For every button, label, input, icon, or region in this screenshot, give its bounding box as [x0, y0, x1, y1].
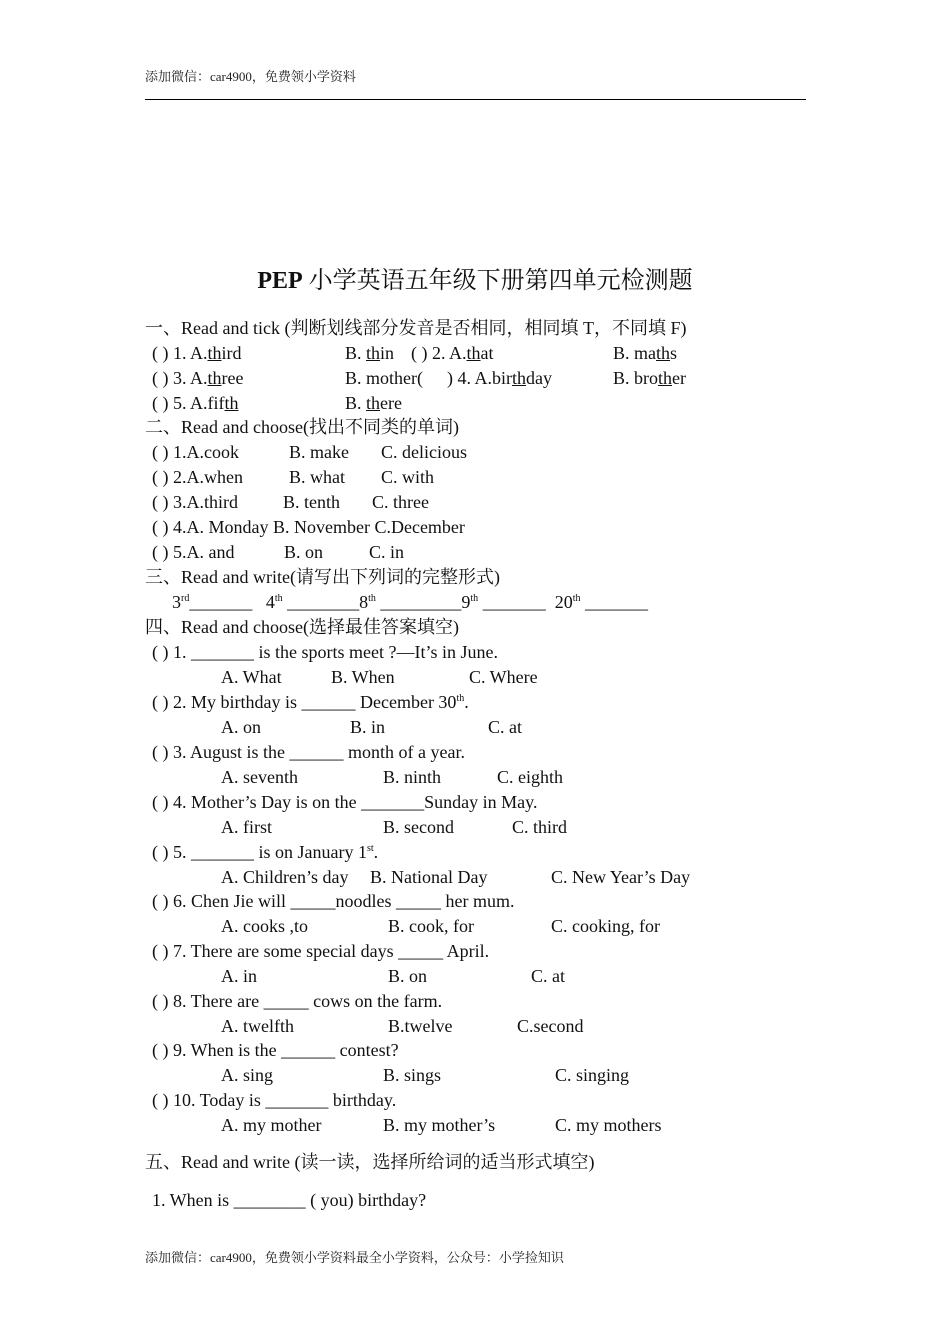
- s2-q5-b: B. on: [284, 542, 324, 562]
- s4-q1: ( ) 1. _______ is the sports meet ?—It’s in June.: [152, 642, 498, 662]
- s2-q2-a: ( ) 2.A.when: [152, 467, 243, 487]
- s4-q2-b: B. in: [350, 717, 386, 737]
- s4-q7-b: B. on: [388, 966, 428, 986]
- s4-q10: ( ) 10. Today is _______ birthday.: [152, 1090, 397, 1110]
- s4-q2-a: A. on: [221, 717, 261, 737]
- s4-q9-c: C. singing: [555, 1065, 630, 1085]
- s1-q5-b: B. there: [345, 393, 403, 413]
- s4-q8-a: A. twelfth: [221, 1016, 294, 1036]
- s4-q4: ( ) 4. Mother’s Day is on the _______Sunday in May.: [152, 792, 538, 812]
- s4-q9-b: B. sings: [383, 1065, 442, 1085]
- s2-q2-b: B. what: [289, 467, 345, 487]
- s2-q3-a: ( ) 3.A.third: [152, 492, 238, 512]
- section-1-heading: 一、Read and tick (判断划线部分发音是否相同，相同填 T，不同填 F): [145, 318, 687, 338]
- page-title: [0, 260, 950, 295]
- s3-item-3: 8th _________: [359, 592, 462, 612]
- s4-q6-c: C. cooking, for: [551, 916, 660, 936]
- s2-q1-a: ( ) 1.A.cook: [152, 442, 239, 462]
- section-2-heading: 二、Read and choose(找出不同类的单词): [145, 417, 459, 437]
- title-bold: PEP: [257, 268, 303, 294]
- title-rest: 小学英语五年级下册第四单元检测题: [302, 268, 693, 294]
- s2-q2-c: C. with: [381, 467, 435, 487]
- s4-q8: ( ) 8. There are _____ cows on the farm.: [152, 991, 443, 1011]
- s4-q10-c: C. my mothers: [555, 1115, 662, 1135]
- s2-q4: ( ) 4.A. Monday B. November C.December: [152, 517, 465, 537]
- section-4-heading: 四、Read and choose(选择最佳答案填空): [145, 617, 459, 637]
- s4-q8-c: C.second: [517, 1016, 584, 1036]
- s4-q9-a: A. sing: [221, 1065, 274, 1085]
- s4-q6-b: B. cook, for: [388, 916, 474, 936]
- s4-q3: ( ) 3. August is the ______ month of a year.: [152, 742, 465, 762]
- s4-q10-b: B. my mother’s: [383, 1115, 496, 1135]
- s4-q6: ( ) 6. Chen Jie will _____noodles _____ her mum.: [152, 891, 515, 911]
- s4-q7: ( ) 7. There are some special days _____ April.: [152, 941, 490, 961]
- header-divider: [145, 99, 806, 100]
- section-3-heading: 三、Read and write(请写出下列词的完整形式): [145, 567, 500, 587]
- s1-q5-a: ( ) 5. A.fifth: [152, 393, 239, 413]
- s4-q5-b: B. National Day: [370, 867, 488, 887]
- s2-q1-c: C. delicious: [381, 442, 467, 462]
- s4-q2: ( ) 2. My birthday is ______ December 30th.: [152, 692, 469, 712]
- s1-q2-b: B. maths: [613, 343, 678, 363]
- s4-q1-c: C. Where: [469, 667, 538, 687]
- s4-q2-c: C. at: [488, 717, 522, 737]
- header-note: 添加微信：car4900，免费领小学资料: [145, 69, 356, 84]
- s4-q9: ( ) 9. When is the ______ contest?: [152, 1040, 399, 1060]
- s4-q10-a: A. my mother: [221, 1115, 322, 1135]
- s4-q4-a: A. first: [221, 817, 272, 837]
- s4-q3-b: B. ninth: [383, 767, 442, 787]
- s4-q7-c: C. at: [531, 966, 565, 986]
- s1-q3-b: B. mother(: [345, 368, 423, 388]
- s1-q3-a: ( ) 3. A.three: [152, 368, 244, 388]
- s1-q1-a: ( ) 1. A.third: [152, 343, 242, 363]
- s2-q3-b: B. tenth: [283, 492, 340, 512]
- s4-q4-b: B. second: [383, 817, 454, 837]
- footer-note: 添加微信：car4900，免费领小学资料最全小学资料，公众号：小学捡知识: [145, 1250, 564, 1265]
- s2-q1-b: B. make: [289, 442, 349, 462]
- s4-q3-a: A. seventh: [221, 767, 298, 787]
- s4-q1-a: A. What: [221, 667, 282, 687]
- s1-q4-a: ) 4. A.birthday: [447, 368, 553, 388]
- s2-q5-a: ( ) 5.A. and: [152, 542, 235, 562]
- s4-q8-b: B.twelve: [388, 1016, 453, 1036]
- s2-q3-c: C. three: [372, 492, 429, 512]
- s4-q5-c: C. New Year’s Day: [551, 867, 691, 887]
- s1-q2-a: ( ) 2. A.that: [411, 343, 494, 363]
- s1-q1-b: B. thin: [345, 343, 395, 363]
- s4-q3-c: C. eighth: [497, 767, 563, 787]
- s2-q5-c: C. in: [369, 542, 405, 562]
- section-5-heading: 五、Read and write (读一读，选择所给词的适当形式填空): [145, 1152, 595, 1172]
- s4-q1-b: B. When: [331, 667, 395, 687]
- s1-q4-b: B. brother: [613, 368, 686, 388]
- s3-item-2: 4th ________: [265, 592, 360, 612]
- s3-item-5: 20th _______: [554, 592, 648, 612]
- s4-q6-a: A. cooks ,to: [221, 916, 308, 936]
- s3-ordinals-row: [172, 591, 648, 613]
- s4-q5: ( ) 5. _______ is on January 1st.: [152, 842, 379, 862]
- s3-item-4: 9th _______: [461, 592, 546, 612]
- s5-q1: 1. When is ________ ( you) birthday?: [152, 1190, 427, 1210]
- s4-q5-a: A. Children’s day: [221, 867, 349, 887]
- s4-q4-c: C. third: [512, 817, 568, 837]
- s4-q7-a: A. in: [221, 966, 257, 986]
- s3-item-1: 3rd_______: [172, 592, 253, 612]
